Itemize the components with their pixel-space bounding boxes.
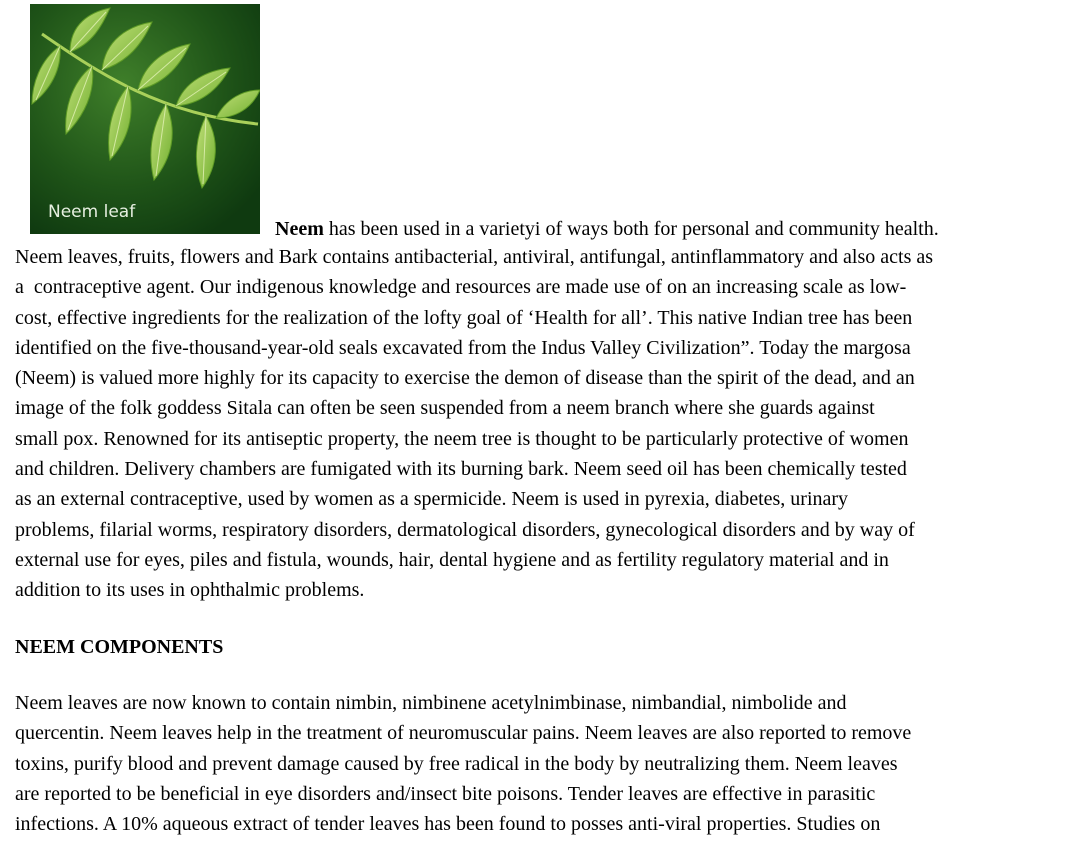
intro-line: identified on the five-thousand-year-old seals excavated from the Indus Valley Civilization”. Today the margosa <box>15 336 911 359</box>
neem-leaf-image <box>30 4 260 234</box>
components-line: Neem leaves are now known to contain nimbin, nimbinene acetylnimbinase, nimbandial, nimbolide and <box>15 692 847 714</box>
intro-line: as an external contraceptive, used by women as a spermicide. Neem is used in pyrexia, diabetes, urinary <box>15 488 849 511</box>
intro-line: Neem leaves, fruits, flowers and Bark contains antibacterial, antiviral, antifungal, antinflammatory and also acts as <box>15 246 934 268</box>
image-caption: Neem leaf <box>48 202 136 222</box>
intro-line: cost, effective ingredients for the realization of the lofty goal of ‘Health for all’. This native Indian tree has been <box>15 306 913 329</box>
intro-line: external use for eyes, piles and fistula, wounds, hair, dental hygiene and as fertility regulatory material and in <box>15 548 889 571</box>
components-line: infections. A 10% aqueous extract of tender leaves has been found to posses anti-viral properties. Studies on <box>15 813 881 836</box>
intro-first-line <box>275 214 939 244</box>
components-line: toxins, purify blood and prevent damage caused by free radical in the body by neutralizing them. Neem leaves <box>15 752 898 775</box>
components-paragraph <box>15 688 1060 839</box>
intro-line: problems, filarial worms, respiratory disorders, dermatological disorders, gynecological disorders and by way of <box>15 518 915 541</box>
intro-lead-bold: Neem <box>275 218 324 240</box>
intro-line: (Neem) is valued more highly for its capacity to exercise the demon of disease than the spirit of the dead, and an <box>15 367 915 390</box>
components-line: are reported to be beneficial in eye disorders and/insect bite poisons. Tender leaves are effective in parasitic <box>15 782 876 805</box>
neem-leaf-illustration <box>30 4 260 234</box>
intro-line: a contraceptive agent. Our indigenous knowledge and resources are made use of on an increasing scale as low- <box>15 276 907 299</box>
intro-line: image of the folk goddess Sitala can often be seen suspended from a neem branch where she guards against <box>15 397 875 420</box>
components-line: quercentin. Neem leaves help in the treatment of neuromuscular pains. Neem leaves are also reported to remove <box>15 722 912 745</box>
intro-lead-rest: has been used in a varietyi of ways both for personal and community health. <box>323 218 939 240</box>
intro-paragraph <box>15 242 1060 606</box>
intro-line: and children. Delivery chambers are fumigated with its burning bark. Neem seed oil has been chemically tested <box>15 458 907 481</box>
intro-line: small pox. Renowned for its antiseptic property, the neem tree is thought to be particularly protective of women <box>15 427 909 450</box>
section-heading: NEEM COMPONENTS <box>15 636 224 658</box>
intro-line: addition to its uses in ophthalmic problems. <box>15 579 365 602</box>
